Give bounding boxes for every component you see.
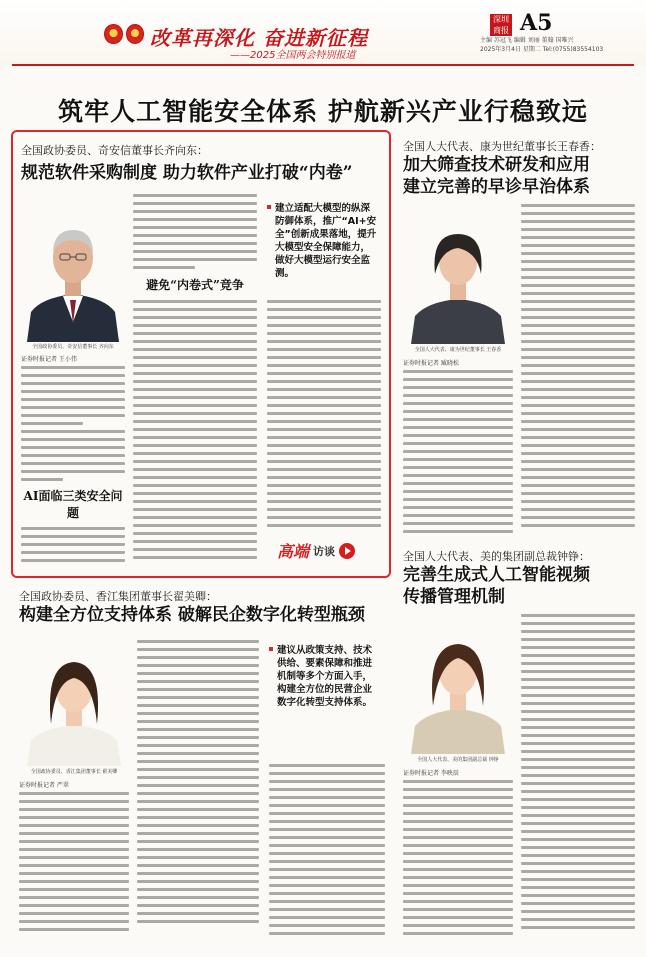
feature-kicker: 全国政协委员、奇安信董事长齐向东： bbox=[21, 144, 208, 157]
article-wang-title bbox=[403, 154, 590, 198]
feature-subhead-1: AI面临三类安全问题 bbox=[23, 489, 123, 520]
portrait-woman-illustration bbox=[403, 204, 513, 344]
text-block bbox=[521, 204, 635, 527]
zhong-col-2 bbox=[521, 614, 635, 940]
text-block bbox=[133, 194, 257, 269]
zhai-photo-caption: 全国政协委员、香江集团董事长 翟美卿 bbox=[30, 769, 118, 775]
masthead-rule bbox=[12, 64, 634, 66]
badge-sub-text: 访谈 bbox=[313, 544, 336, 558]
emblems bbox=[104, 24, 144, 46]
text-block bbox=[137, 640, 259, 923]
article-zhong-title-line1: 完善生成式人工智能视频 bbox=[403, 565, 590, 585]
article-zhong[interactable] bbox=[403, 548, 635, 948]
zhong-portrait bbox=[403, 614, 513, 754]
wang-portrait bbox=[403, 204, 513, 344]
masthead-subslogan: ——2025全国两会特别报道 bbox=[230, 50, 356, 61]
text-block bbox=[133, 300, 257, 564]
text-block bbox=[403, 780, 513, 935]
article-zhai-title: 构建全方位支持体系 破解民企数字化转型瓶颈 bbox=[19, 605, 365, 625]
interview-badge[interactable] bbox=[277, 539, 355, 562]
feature-subhead-2: 避免“内卷式”竞争 bbox=[146, 278, 244, 292]
feature-pullquote: 建立适配大模型的纵深防御体系，推广“AI+安全”创新成果落地，提升大模型安全保障能力，做好大模型运行安全监测。 bbox=[275, 202, 379, 280]
masthead-phone: Tel:(0755)83554103 bbox=[542, 46, 604, 53]
article-wang-title-line2: 建立完善的早诊早治体系 bbox=[403, 177, 590, 197]
zhai-portrait bbox=[19, 640, 129, 766]
feature-title: 规范软件采购制度 助力软件产业打破“内卷” bbox=[21, 163, 353, 183]
zhong-col-1 bbox=[403, 780, 513, 940]
wang-photo-caption: 全国人大代表、康为世纪董事长 王春香 bbox=[414, 347, 502, 353]
banner-headline: 筑牢人工智能安全体系 护航新兴产业行稳致远 bbox=[58, 97, 588, 126]
cppcc-emblem-icon bbox=[126, 24, 145, 44]
article-wang-title-line1: 加大筛查技术研发和应用 bbox=[403, 155, 590, 175]
wang-col-2 bbox=[521, 204, 635, 538]
page-number: A5 bbox=[520, 10, 553, 36]
text-block bbox=[21, 527, 125, 562]
masthead bbox=[0, 0, 646, 66]
article-zhai-kicker: 全国政协委员、香江集团董事长翟美卿： bbox=[19, 590, 217, 603]
masthead-meta bbox=[480, 36, 630, 54]
zhong-reporter: 证券时报记者 李映辰 bbox=[403, 770, 459, 777]
text-block bbox=[267, 300, 381, 532]
national-emblem-icon bbox=[104, 24, 123, 44]
feature-photo-caption: 全国政协委员、奇安信董事长 齐向东 bbox=[32, 344, 114, 350]
masthead-date-text: 2025年3月4日 星期二 bbox=[480, 46, 541, 53]
text-block bbox=[269, 764, 385, 935]
portrait-woman-illustration bbox=[19, 640, 129, 766]
feature-portrait bbox=[21, 194, 125, 342]
zhong-photo-caption: 全国人大代表、美的集团副总裁 钟铮 bbox=[417, 757, 499, 763]
zhai-col-1 bbox=[19, 792, 129, 942]
article-zhong-title bbox=[403, 564, 590, 608]
feature-col-2 bbox=[133, 194, 257, 564]
zhai-reporter: 证券时报记者 严翠 bbox=[19, 782, 69, 789]
feature-reporter: 证券时报记者 王小伟 bbox=[21, 356, 77, 363]
article-wang[interactable] bbox=[403, 138, 635, 538]
badge-main-text: 高端 bbox=[277, 542, 310, 561]
paper-logo: 深圳商报 bbox=[490, 14, 512, 36]
masthead-editors: 主编 苏冠飞 编辑 刘丽 董翰 国唯兴 bbox=[480, 37, 574, 44]
masthead-date bbox=[480, 45, 630, 54]
wang-col-1 bbox=[403, 370, 513, 538]
article-zhai[interactable] bbox=[19, 588, 387, 948]
feature-col-3 bbox=[267, 300, 381, 532]
article-zhong-kicker: 全国人大代表、美的集团副总裁钟铮： bbox=[403, 550, 590, 563]
portrait-man-illustration bbox=[21, 194, 125, 342]
masthead-slogan: 改革再深化 奋进新征程 bbox=[150, 26, 368, 50]
text-block bbox=[403, 370, 513, 533]
feature-article[interactable] bbox=[11, 130, 391, 578]
article-zhong-title-line2: 传播管理机制 bbox=[403, 587, 505, 607]
text-block bbox=[21, 366, 125, 481]
wang-reporter: 证券时报记者 臧晓松 bbox=[403, 360, 459, 367]
zhai-pullquote: 建议从政策支持、技术供给、要素保障和推进机制等多个方面入手，构建全方位的民营企业数字化转型支持体系。 bbox=[277, 644, 381, 709]
article-wang-kicker: 全国人大代表、康为世纪董事长王春香： bbox=[403, 140, 601, 153]
portrait-woman-illustration bbox=[403, 614, 513, 754]
zhai-col-2 bbox=[137, 640, 259, 942]
play-icon[interactable] bbox=[339, 543, 355, 559]
text-block bbox=[19, 792, 129, 931]
feature-col-1 bbox=[21, 366, 125, 562]
text-block bbox=[521, 614, 635, 929]
zhai-col-3 bbox=[269, 764, 385, 942]
